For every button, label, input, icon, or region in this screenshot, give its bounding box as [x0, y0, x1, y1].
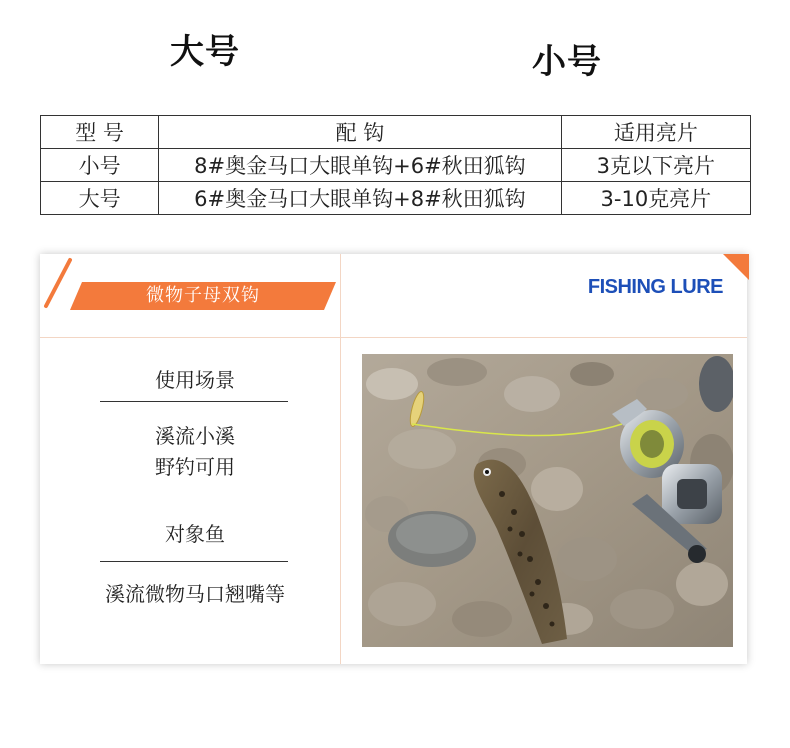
target-fish-heading: 对象鱼 — [165, 522, 225, 546]
table-cell-hook: 8#奥金马口大眼单钩+6#秋田狐钩 — [159, 149, 562, 182]
table-cell-lure: 3-10克亮片 — [561, 182, 750, 215]
spec-table — [40, 115, 751, 215]
table-cell-lure: 3克以下亮片 — [561, 149, 750, 182]
target-fish-divider — [100, 561, 288, 562]
column-header-lure: 适用亮片 — [561, 116, 750, 149]
target-fish-text: 溪流微物马口翘嘴等 — [105, 582, 285, 606]
corner-triangle-decoration — [721, 252, 751, 282]
table-header-row — [41, 116, 751, 149]
usage-line-2: 野钓可用 — [155, 455, 235, 479]
product-tag — [70, 282, 336, 310]
brand-label: FISHING LURE — [587, 276, 723, 298]
table-cell-model: 小号 — [41, 149, 159, 182]
product-photo — [362, 354, 733, 647]
usage-divider — [100, 401, 288, 402]
usage-heading: 使用场景 — [155, 368, 235, 392]
product-tag-label: 微物子母双钩 — [146, 285, 260, 306]
table-cell-hook: 6#奥金马口大眼单钩+8#秋田狐钩 — [159, 182, 562, 215]
table-row — [41, 182, 751, 215]
table-row — [41, 149, 751, 182]
column-header-model: 型 号 — [41, 116, 159, 149]
card-divider-horizontal — [40, 337, 747, 338]
size-heading-small: 小号 — [532, 42, 602, 82]
size-heading-large: 大号 — [170, 32, 240, 72]
column-header-hook: 配 钩 — [159, 116, 562, 149]
usage-line-1: 溪流小溪 — [155, 424, 235, 448]
table-cell-model: 大号 — [41, 182, 159, 215]
product-card — [40, 254, 747, 664]
